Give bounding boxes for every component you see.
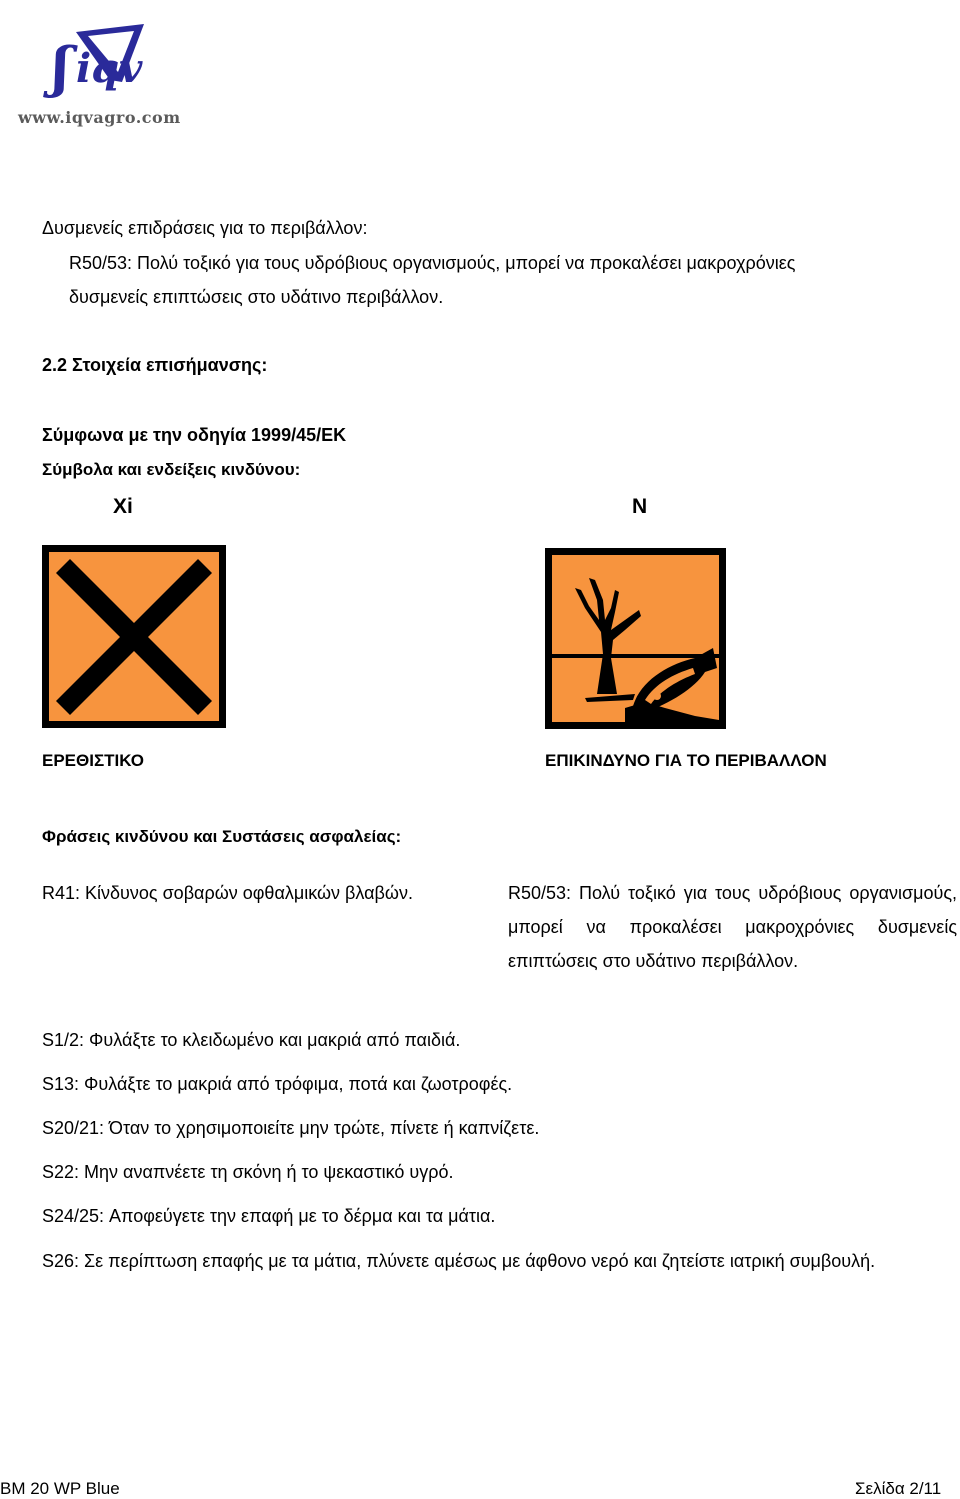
environment-hazard-icon bbox=[545, 548, 726, 729]
footer-product-name: BM 20 WP Blue bbox=[0, 1479, 120, 1498]
safety-phrase-s13: S13: Φυλάξτε το μακριά από τρόφιμα, ποτά και ζωοτροφές. bbox=[42, 1074, 513, 1094]
safety-phrase-s22: S22: Μην αναπνέετε τη σκόνη ή το ψεκαστικό υγρό. bbox=[42, 1162, 454, 1182]
hazard-symbols-heading: Σύμβολα και ενδείξεις κινδύνου: bbox=[42, 460, 301, 479]
directive-line: Σύμφωνα με την οδηγία 1999/45/ΕΚ bbox=[42, 425, 347, 445]
iqv-logo-mark-icon bbox=[14, 10, 194, 110]
footer-page-number: Σελίδα 2/11 bbox=[855, 1479, 942, 1498]
safety-phrase-s20-21: S20/21: Όταν το χρησιμοποιείτε μην τρώτε, πίνετε ή καπνίζετε. bbox=[42, 1118, 540, 1138]
symbol-code-n: N bbox=[632, 495, 648, 518]
irritant-x-icon bbox=[42, 545, 226, 728]
environment-hazard-caption: ΕΠΙΚΙΝΔΥΝΟ ΓΙΑ ΤΟ ΠΕΡΙΒΑΛΛΟΝ bbox=[545, 751, 827, 770]
label-section-heading: 2.2 Στοιχεία επισήμανσης: bbox=[42, 355, 268, 375]
risk-safety-phrases-heading: Φράσεις κινδύνου και Συστάσεις ασφαλείας: bbox=[42, 827, 402, 846]
irritant-caption: ΕΡΕΘΙΣΤΙΚΟ bbox=[42, 751, 144, 770]
env-effects-heading: Δυσμενείς επιδράσεις για το περιβάλλον: bbox=[42, 218, 368, 238]
svg-text:iqv: iqv bbox=[76, 45, 143, 92]
logo-url-text: www.iqvagro.com bbox=[18, 108, 181, 127]
risk-phrase-r41: R41: Κίνδυνος σοβαρών οφθαλμικών βλαβών. bbox=[42, 883, 413, 903]
risk-phrase-r50-53: R50/53: Πολύ τοξικό για τους υδρόβιους οργανισμούς, μπορεί να προκαλέσει μακροχρόνιες δυσμενείς επιπτώσεις στο υδάτινο περιβάλλον. bbox=[508, 883, 957, 971]
env-effects-text: R50/53: Πολύ τοξικό για τους υδρόβιους οργανισμούς, μπορεί να προκαλέσει μακροχρόνιες bbox=[69, 253, 796, 273]
symbol-code-xi: Xi bbox=[113, 495, 133, 518]
svg-text:ʃ: ʃ bbox=[52, 35, 70, 99]
safety-phrase-s1-2: S1/2: Φυλάξτε το κλειδωμένο και μακριά από παιδιά. bbox=[42, 1030, 461, 1050]
company-logo bbox=[14, 10, 194, 138]
env-effects-text-continued: δυσμενείς επιπτώσεις στο υδάτινο περιβάλλον. bbox=[69, 287, 444, 307]
safety-phrase-s24-25: S24/25: Αποφεύγετε την επαφή με το δέρμα και τα μάτια. bbox=[42, 1206, 496, 1226]
safety-phrase-s26: S26: Σε περίπτωση επαφής με τα μάτια, πλύνετε αμέσως με άφθονο νερό και ζητείστε ιατρική συμβουλή. bbox=[42, 1251, 876, 1271]
